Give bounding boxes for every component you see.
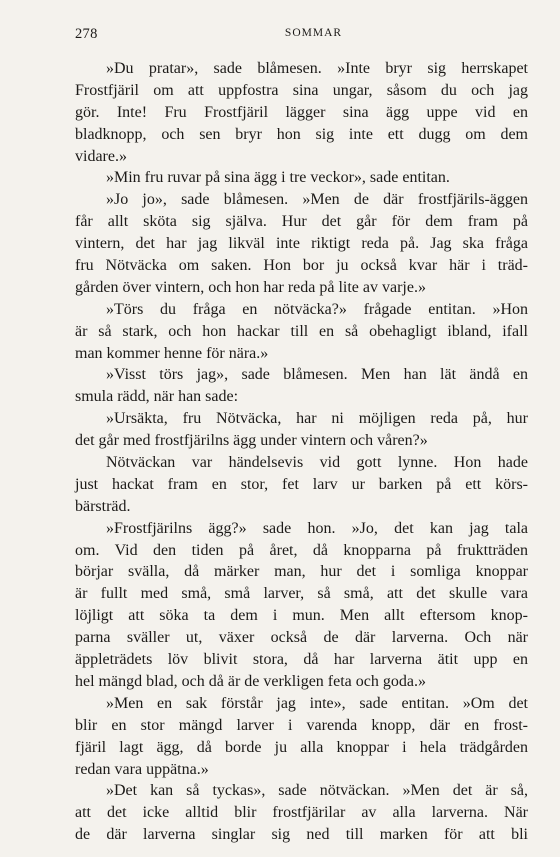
text-line: just hackat fram en stor, fet larv ur barken på ett körs- [75,475,528,493]
text-line: blir en stor mängd larver i varenda knopp, där en frost- [75,716,528,734]
text-line: börjar svälla, då märker man, hur det i somliga knoppar [75,563,528,581]
text-line: »Min fru ruvar på sina ägg i tre veckor», sade entitan. [106,169,450,187]
text-line: är så stark, och hon hackar till en så obehagligt ibland, ifall [75,322,528,340]
text-line: »Frostfjärilns ägg?» sade hon. »Jo, det kan jag tala [106,519,528,537]
text-line: Nötväckan var händelsevis vid gott lynne. Hon hade [106,454,528,472]
text-line: »Visst törs jag», sade blåmesen. Men han lät ändå en [106,366,528,384]
text-line: fru Nötväcka om saken. Hon bor ju också kvar här i träd- [75,257,528,275]
text-line: om. Vid den tiden på året, då knopparna på fruktträden [75,541,528,559]
page-header [75,26,528,44]
text-line: de där larverna singlar sig ned till marken för att bli [75,826,528,844]
text-line: äppleträdets löv blivit stora, då har larverna ätit upp en [75,651,528,669]
text-line: »Men en sak förstår jag inte», sade entitan. »Om det [106,694,528,712]
running-head: SOMMAR [284,27,343,39]
text-line: smula rädd, när han sade: [75,388,239,406]
text-line: Frostfjäril om att uppfostra sina ungar, såsom du och jag [75,81,528,99]
text-line: att det icke alltid blir frostfjärilar av alla larverna. När [75,804,528,822]
text-line: är fullt med små, små larver, så små, att det skulle vara [75,585,528,603]
text-line: »Ursäkta, fru Nötväcka, har ni möjligen reda på, hur [106,410,528,428]
text-line: gården över vintern, och hon har reda på lite av varje.» [75,278,426,296]
text-line: »Du pratar», sade blåmesen. »Inte bryr sig herrskapet [106,60,528,77]
text-line: gör. Inte! Fru Frostfjäril lägger sina ägg uppe vid en [75,103,528,121]
text-line: vintern, det har jag likväl inte riktigt reda på. Jag ska fråga [75,235,528,253]
page-number: 278 [75,26,98,42]
text-line: »Det kan så tyckas», sade nötväckan. »Men det är så, [106,782,528,800]
text-line: parna sväller ut, växer också de där larverna. Och när [75,629,528,647]
text-line: man kommer henne för nära.» [75,344,269,362]
body-text [75,58,528,846]
text-line: »Jo jo», sade blåmesen. »Men de där frostfjärils-äggen [106,191,528,209]
text-line: vidare.» [75,147,127,165]
text-line: »Törs du fråga en nötväcka?» frågade entitan. »Hon [106,300,528,318]
text-line: hel mängd blad, och då är de verkligen feta och goda.» [75,672,426,690]
text-line: löjligt att söka ta dem i mun. Men allt eftersom knop- [75,607,528,625]
text-line: redan vara uppätna.» [75,760,209,778]
text-line: bärsträd. [75,497,131,515]
text-line: fjäril lagt ägg, då borde ju alla knoppar i hela trädgården [75,738,528,756]
text-line: bladknopp, och sen bryr hon sig inte ett dugg om dem [75,125,528,143]
text-line: får allt sköta sig själva. Hur det går för dem fram på [75,213,528,231]
text-line: det går med frostfjärilns ägg under vintern och våren?» [75,432,428,450]
